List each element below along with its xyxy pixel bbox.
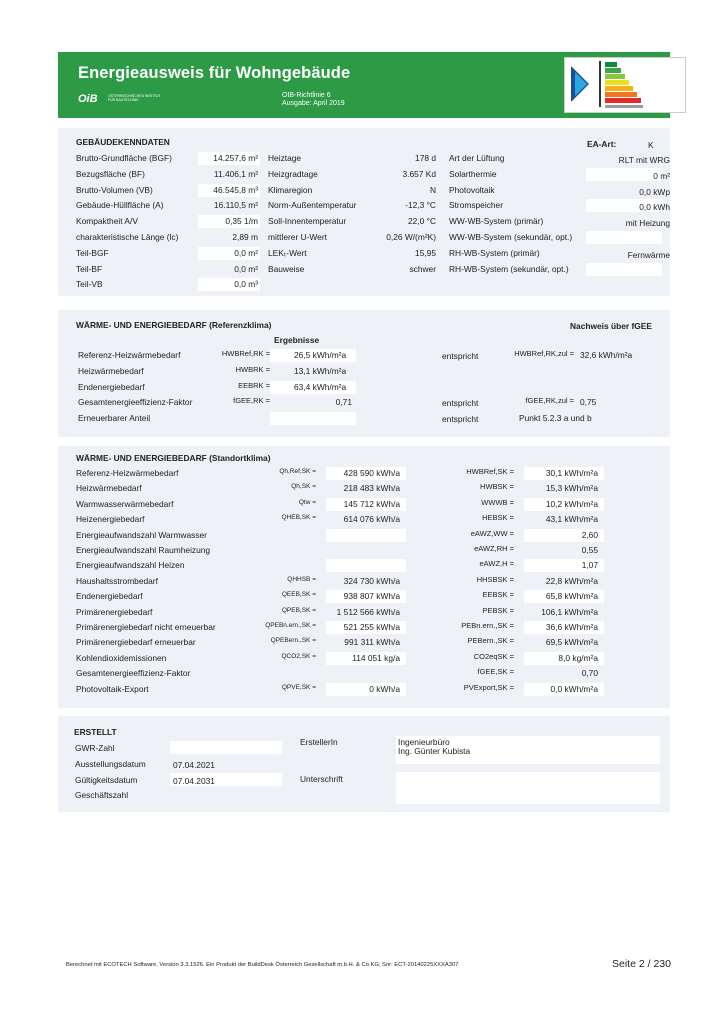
er-label: Ausstellungsdatum: [75, 758, 146, 769]
sk-value: 43,1 kWh/m²a: [545, 514, 598, 525]
ref-check: entspricht: [442, 414, 479, 425]
ref-n-value: 32,6 kWh/m²a: [580, 350, 633, 360]
gk-value: 14.257,6 m²: [213, 153, 258, 163]
ref-n-symbol: fGEE,RK,zul =: [525, 396, 574, 406]
gk-label: charakteristische Länge (lc): [76, 232, 179, 242]
ref-label: Referenz-Heizwärmebedarf: [78, 350, 181, 360]
sk-value: 106,1 kWh/m²a: [541, 606, 598, 617]
sk-value: 15,3 kWh/m²a: [545, 483, 598, 494]
sk-symbol: QCO2,SK =: [281, 652, 316, 660]
unterschrift-label: Unterschrift: [300, 774, 343, 784]
gk-label: Heizgradtage: [268, 168, 318, 179]
sk-value: 0,70: [581, 668, 598, 679]
gk-value: 22,0 °C: [407, 216, 436, 227]
gk-value: schwer: [409, 263, 436, 274]
sk-label: Energieaufwandszahl Heizen: [76, 560, 185, 571]
sk-value: 65,8 kWh/m²a: [545, 591, 598, 602]
sk-value: 10,2 kWh/m²a: [545, 498, 598, 509]
gk-value: RLT mit WRG: [618, 155, 670, 165]
ersteller-line1: Ingenieurbüro: [398, 737, 450, 747]
gk-label: Klimaregion: [268, 184, 313, 195]
gk-label: Art der Lüftung: [449, 153, 505, 163]
sk-label: Endenergiebedarf: [76, 591, 143, 602]
gk-value: 15,95: [415, 247, 436, 258]
gk-label: RH-WB-System (sekundär, opt.): [449, 263, 569, 274]
gk-value: 0,0 kWh: [639, 202, 670, 213]
gk-value: 0,35 1/m: [225, 216, 258, 227]
gk-value: -12,3 °C: [405, 200, 436, 211]
erstellt-heading: ERSTELLT: [74, 727, 117, 737]
gk-label: Bezugsfläche (BF): [76, 168, 145, 179]
sk-symbol: PEBSK =: [482, 605, 514, 615]
value-cell: [326, 559, 406, 572]
sk-symbol: QEEB,SK =: [281, 591, 316, 599]
gk-label: Teil-VB: [76, 279, 103, 290]
sk-value: 521 255 kWh/a: [343, 622, 400, 632]
ref-label: Erneuerbarer Anteil: [78, 413, 151, 424]
sk-value: 991 311 kWh/a: [344, 637, 400, 648]
er-label: Gültigkeitsdatum: [75, 774, 138, 785]
nachweis-label: Nachweis über fGEE: [570, 321, 652, 331]
sk-value: 218 483 kWh/a: [343, 483, 400, 494]
gk-label: Photovoltaik: [449, 184, 495, 195]
ref-n-symbol: HWBRef,RK,zul =: [514, 349, 574, 358]
sk-value: 324 730 kWh/a: [343, 575, 400, 586]
sk-value: 0,0 kWh/m²a: [550, 683, 598, 694]
referenzklima-heading: WÄRME- UND ENERGIEBEDARF (Referenzklima): [76, 320, 272, 330]
sk-symbol: eAWZ,RH =: [474, 544, 514, 553]
value-cell: [270, 412, 356, 425]
richtlinie: OIB-Richtlinie 6: [282, 92, 331, 99]
sk-value: 22,8 kWh/m²a: [545, 575, 598, 586]
er-label: GWR-Zahl: [75, 743, 115, 753]
gk-value: mit Heizung: [625, 218, 670, 229]
unterschrift-box: [396, 772, 660, 804]
sk-label: Energieaufwandszahl Warmwasser: [76, 529, 207, 540]
sk-symbol: Qh,SK =: [291, 483, 316, 491]
sk-symbol: QPVE,SK =: [281, 683, 316, 691]
page-number: Seite 2 / 230: [612, 958, 671, 970]
sk-symbol: CO2eqSK =: [473, 651, 514, 661]
sk-value: 145 712 kWh/a: [343, 498, 400, 509]
ref-n-value: Punkt 5.2.3 a und b: [519, 413, 592, 424]
sk-symbol: HWBRef,SK =: [466, 467, 514, 476]
sk-label: Gesamtenergieeffizienz-Faktor: [76, 668, 191, 679]
ausgabe: Ausgabe: April 2019: [282, 100, 345, 107]
sk-value: 69,5 kWh/m²a: [545, 637, 598, 648]
sk-symbol: fGEE,SK =: [477, 667, 514, 677]
sk-value: 8,0 kg/m²a: [558, 652, 598, 663]
gk-label: Gebäude-Hüllfläche (A): [76, 200, 164, 211]
document-title: Energieausweis für Wohngebäude: [78, 64, 351, 82]
value-cell: [326, 529, 406, 542]
value-cell: [586, 231, 662, 244]
value-cell: [170, 741, 282, 754]
sk-label: Haushaltsstrombedarf: [76, 575, 158, 586]
ergebnisse-label: Ergebnisse: [274, 335, 320, 345]
gk-value: 0,0 m²: [234, 263, 258, 274]
ref-check: entspricht: [442, 351, 479, 361]
gk-label: Stromspeicher: [449, 200, 503, 211]
gk-label: Teil-BF: [76, 263, 103, 274]
sk-symbol: QHEB,SK =: [281, 514, 316, 522]
sk-value: 0,55: [581, 545, 598, 555]
sk-symbol: HEBSK =: [482, 513, 514, 523]
ref-symbol: HWBRef,RK =: [221, 349, 270, 358]
sk-value: 428 590 kWh/a: [343, 468, 400, 478]
gk-label: mittlerer U-Wert: [268, 232, 327, 242]
sk-symbol: EEBSK =: [482, 590, 514, 600]
sk-symbol: Qtw =: [298, 498, 316, 506]
sk-label: Heizwärmebedarf: [76, 483, 142, 494]
er-value: 07.04.2031: [173, 775, 215, 786]
sk-value: 938 807 kWh/a: [343, 591, 400, 602]
page-header: [58, 52, 670, 118]
ref-label: Heizwärmebedarf: [78, 365, 144, 376]
er-value: 07.04.2021: [173, 759, 215, 770]
ref-check: entspricht: [442, 398, 479, 409]
er-label: Geschäftszahl: [75, 790, 129, 801]
sk-label: Primärenergiebedarf nicht erneuerbar: [76, 622, 216, 632]
sk-label: Heizenergiebedarf: [76, 514, 145, 525]
sk-label: Kohlendioxidemissionen: [76, 652, 167, 663]
gk-label: RH-WB-System (primär): [449, 247, 540, 258]
sk-symbol: HHSBSK =: [476, 574, 514, 584]
gk-label: Kompaktheit A/V: [76, 216, 138, 227]
ref-label: Endenergiebedarf: [78, 381, 145, 392]
sk-value: 36,6 kWh/m²a: [545, 622, 598, 632]
gk-value: 0,26 W/(m²K): [386, 232, 436, 242]
gk-value: 0 m²: [653, 170, 670, 181]
sk-symbol: PVExport,SK =: [463, 682, 514, 692]
gk-value: 16.110,5 m²: [213, 200, 258, 211]
ref-value: 13,1 kWh/m²a: [294, 365, 347, 376]
gk-value: Fernwärme: [627, 249, 670, 260]
gk-value: 2,89 m: [232, 232, 258, 242]
gk-label: Teil-BGF: [76, 247, 109, 258]
gk-label: Brutto-Volumen (VB): [76, 184, 153, 195]
ref-symbol: EEBRK =: [238, 380, 270, 390]
oib-logo-subtext: ÖSTERREICHISCHES INSTITUT FÜR BAUTECHNIK: [108, 94, 161, 102]
sk-value: 1,07: [581, 560, 598, 571]
sk-value: 1 512 566 kWh/a: [336, 606, 400, 617]
ref-value: 63,4 kWh/m²a: [294, 381, 347, 392]
gk-value: 0,0 m²: [234, 247, 258, 258]
ea-art-value: K: [648, 140, 654, 150]
sk-symbol: QPEBn.ern.,SK =: [265, 622, 316, 629]
gk-value: 0,0 m³: [234, 279, 258, 290]
software-footer: Berechnet mit ECOTECH Software, Version 3.3.1526. Ein Produkt der BuildDesk Österreich Gesellschaft m.b.H. & Co.KG; Snr: ECT-20140225XXXA307: [66, 962, 459, 968]
ref-symbol: fGEE,RK =: [233, 396, 270, 406]
sk-symbol: WWWB =: [481, 497, 514, 507]
gk-label: Solarthermie: [449, 168, 497, 179]
gk-label: Heiztage: [268, 153, 302, 163]
ref-symbol: HWBRK =: [235, 364, 270, 374]
gk-value: 3.657 Kd: [402, 168, 436, 179]
gk-value: 0,0 kWp: [639, 186, 670, 197]
ref-label: Gesamtenergieeffizienz-Faktor: [78, 397, 193, 408]
ea-art-label: EA-Art:: [587, 139, 617, 149]
gk-label: LEKₜ-Wert: [268, 247, 307, 258]
sk-symbol: eAWZ,H =: [479, 559, 514, 569]
sk-symbol: QPEB,SK =: [281, 606, 316, 614]
standortklima-heading: WÄRME- UND ENERGIEBEDARF (Standortklima): [76, 453, 271, 463]
sk-value: 114 051 kg/a: [352, 652, 400, 663]
sk-symbol: PEBn.ern.,SK =: [461, 621, 514, 630]
sk-label: Primärenergiebedarf erneuerbar: [76, 637, 196, 648]
richtlinie-info: [282, 92, 345, 108]
gk-label: WW-WB-System (sekundär, opt.): [449, 232, 573, 242]
sk-label: Referenz-Heizwärmebedarf: [76, 468, 179, 478]
ref-n-value: 0,75: [580, 397, 597, 408]
ref-value: 26,5 kWh/m²a: [294, 350, 347, 360]
oib-logo: OiB: [78, 93, 98, 105]
energy-scale-icon: [565, 58, 685, 112]
sk-label: Energieaufwandszahl Raumheizung: [76, 545, 211, 555]
gk-label: Bauweise: [268, 263, 305, 274]
gk-value: N: [429, 184, 436, 195]
sk-symbol: Qh,Ref,SK =: [279, 468, 316, 475]
sk-symbol: QPEBern.,SK =: [270, 637, 316, 645]
gk-value: 178 d: [415, 153, 436, 163]
sk-label: Photovoltaik-Export: [76, 683, 149, 694]
value-cell: [586, 263, 662, 276]
energy-label-logo: [564, 57, 686, 113]
gk-label: WW-WB-System (primär): [449, 216, 544, 227]
sk-symbol: PEBern.,SK =: [467, 636, 514, 646]
sk-symbol: eAWZ,WW =: [470, 528, 514, 538]
gk-label: Brutto-Grundfläche (BGF): [76, 153, 172, 163]
sk-label: Warmwasserwärmebedarf: [76, 498, 174, 509]
gebaeudekenndaten-heading: GEBÄUDEKENNDATEN: [76, 137, 170, 147]
gk-value: 46.545,8 m³: [213, 184, 258, 195]
sk-symbol: HWBSK =: [480, 482, 514, 492]
ersteller-line2: Ing. Günter Kubista: [398, 746, 471, 756]
sk-value: 0 kWh/a: [369, 683, 400, 694]
sk-value: 2,60: [581, 529, 598, 540]
gk-label: Norm-Außentemperatur: [268, 200, 357, 211]
gk-value: 11.406,1 m²: [213, 168, 258, 179]
ersteller-label: ErstellerIn: [300, 737, 338, 747]
sk-symbol: QHHSB =: [287, 575, 316, 583]
sk-label: Primärenergiebedarf: [76, 606, 153, 617]
gk-label: Soll-Innentemperatur: [268, 216, 347, 227]
sk-value: 614 076 kWh/a: [343, 514, 400, 525]
sk-value: 30,1 kWh/m²a: [545, 468, 598, 478]
ref-value: 0,71: [335, 397, 352, 408]
